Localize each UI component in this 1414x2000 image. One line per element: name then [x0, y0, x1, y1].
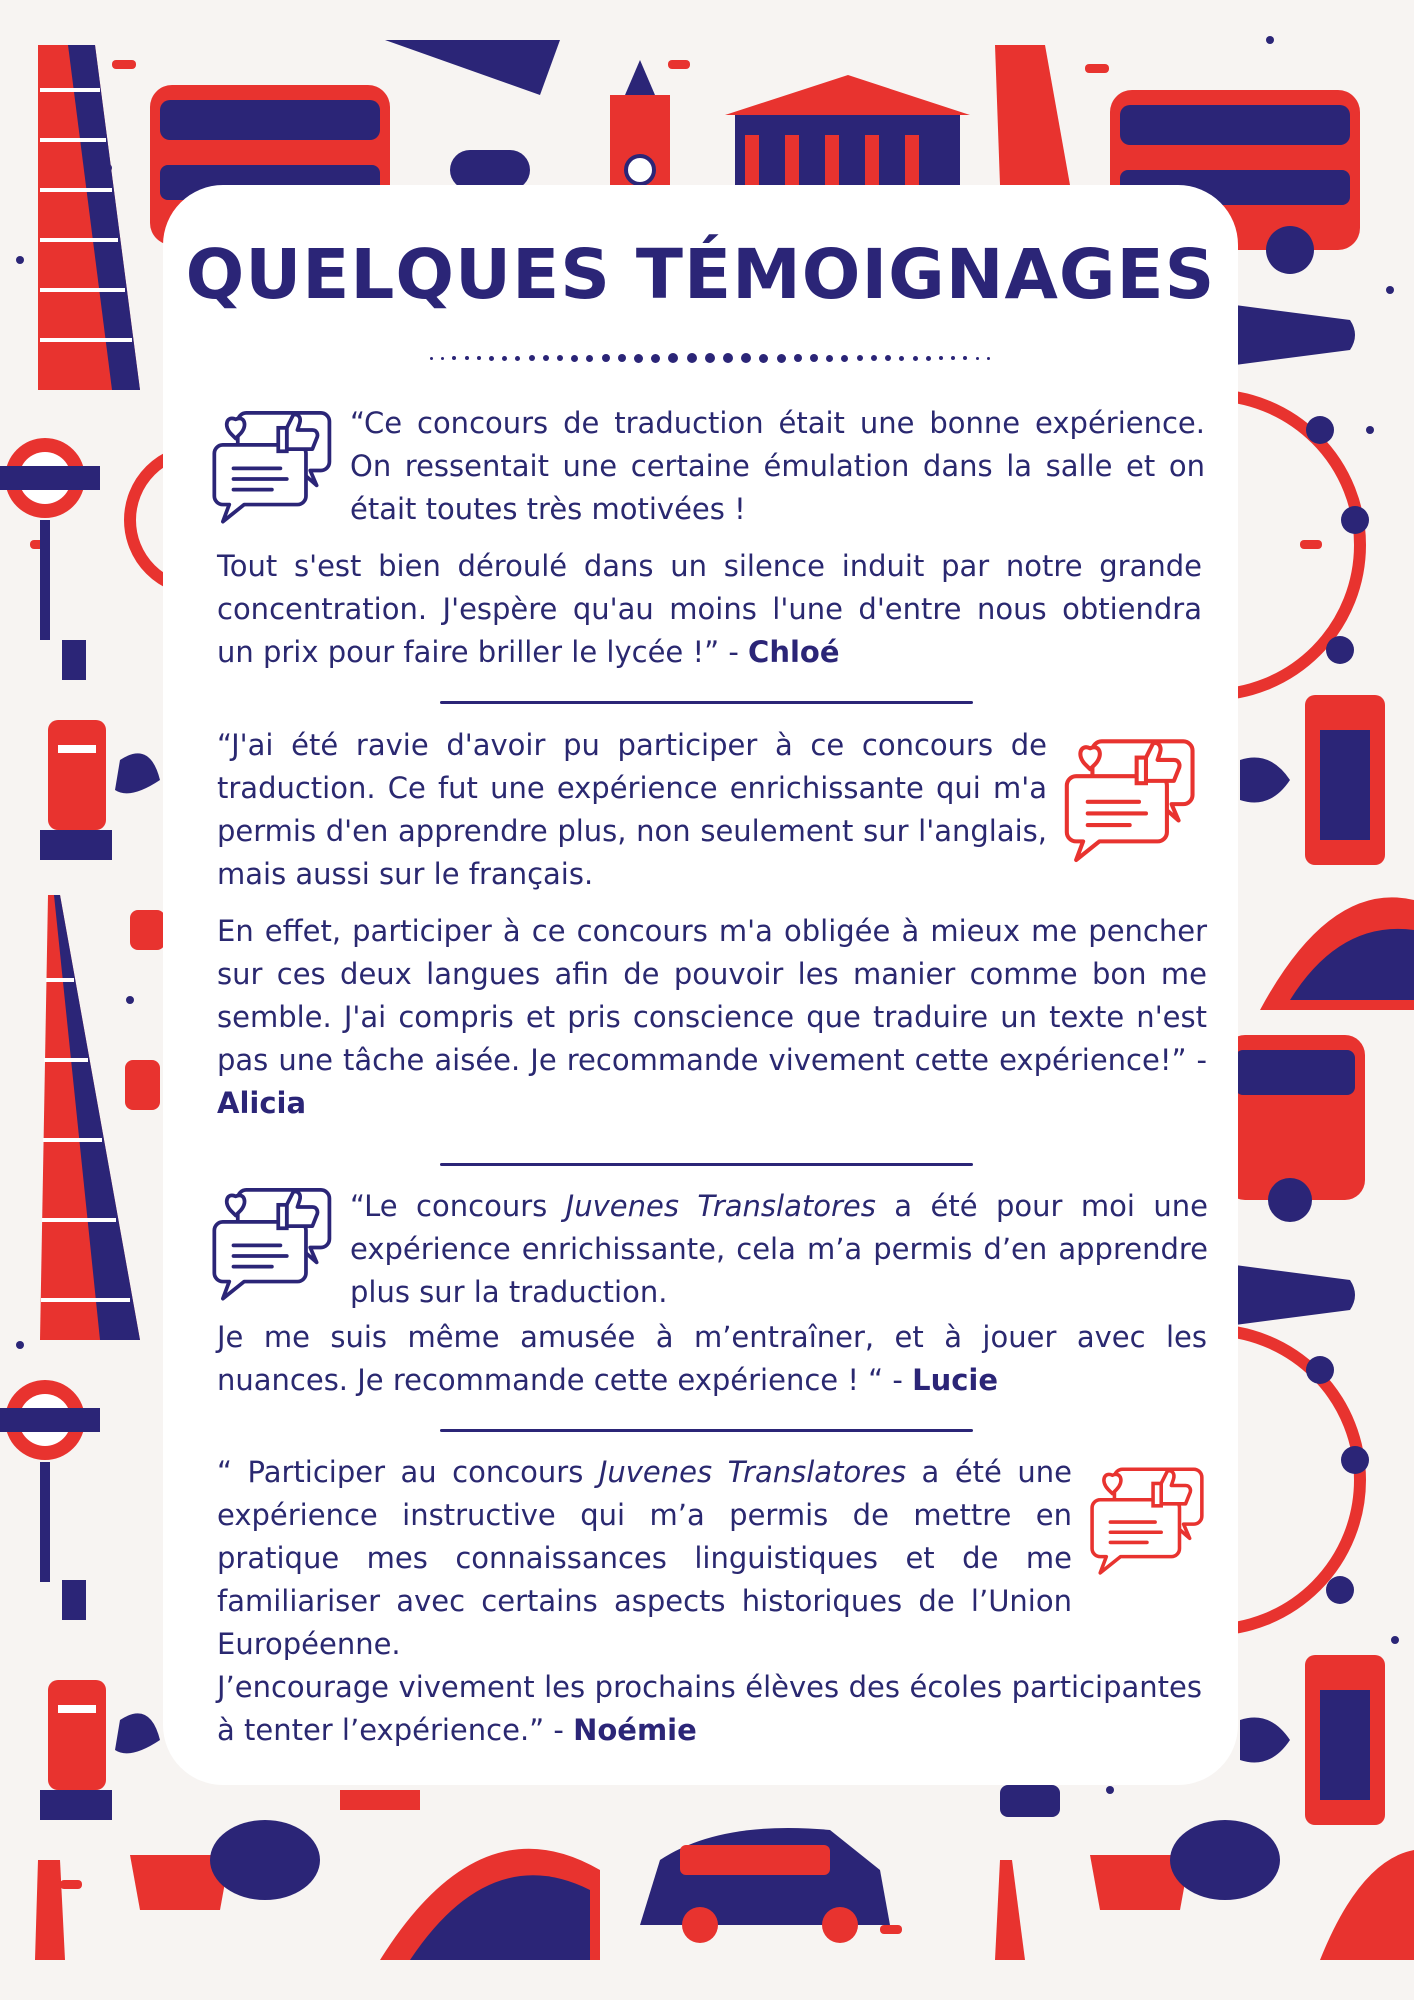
testimonial-1-author: Chloé: [748, 635, 840, 669]
testimonial-4-body: J’encourage vivement les prochains élèves des écoles participantes à tenter l’expérience.” - Noémie: [217, 1670, 1202, 1747]
separator-line: [440, 1429, 973, 1432]
testimonial-2-body: En effet, participer à ce concours m'a obligée à mieux me pencher sur ces deux langues afin de pouvoir les manier comme bon me semble. J'ai compris et pris conscience que traduire un texte n'est pas une tâche aisée. Je recommande vivement cette expérience!” - Alicia: [217, 914, 1207, 1120]
testimonial-3-body: Je me suis même amusée à m’entraîner, et à jouer avec les nuances. Je recommande cette expérience ! “ - Lucie: [217, 1320, 1207, 1397]
chat-like-heart-icon: [1062, 725, 1202, 867]
testimonial-3-author: Lucie: [912, 1363, 999, 1397]
separator-line: [440, 701, 973, 704]
testimonial-2-author: Alicia: [217, 1086, 307, 1120]
testimonial-1-body: Tout s'est bien déroulé dans un silence induit par notre grande concentration. J'espère qu'au moins l'une d'entre nous obtiendra un prix pour faire briller le lycée !” - Chloé: [217, 549, 1202, 669]
chat-like-heart-icon: [210, 1175, 338, 1305]
testimonial-2-intro: “J'ai été ravie d'avoir pu participer à ce concours de traduction. Ce fut une expérience enrichissante qui m'a permis d'en apprendre plus, non seulement sur l'anglais, mais aussi sur le français.: [217, 728, 1047, 891]
chat-like-heart-icon: [210, 398, 338, 528]
page-title: QUELQUES TÉMOIGNAGES: [185, 235, 1216, 315]
testimonial-4-author: Noémie: [573, 1713, 697, 1747]
separator-line: [440, 1163, 973, 1166]
testimonial-4-intro: “ Participer au concours Juvenes Translatores a été une expérience instructive qui m’a permis de mettre en pratique mes connaissances linguistiques et de me familiariser avec certains aspects historiques de l’Union Européenne.: [217, 1455, 1072, 1661]
chat-like-heart-icon: [1088, 1455, 1210, 1579]
title-dotted-divider: [430, 352, 990, 364]
testimonial-1-intro: “Ce concours de traduction était une bonne expérience. On ressentait une certaine émulation dans la salle et on était toutes très motivées !: [350, 406, 1205, 526]
testimonial-3-intro: “Le concours Juvenes Translatores a été pour moi une expérience enrichissante, cela m’a permis d’en apprendre plus sur la traduction.: [350, 1189, 1208, 1309]
